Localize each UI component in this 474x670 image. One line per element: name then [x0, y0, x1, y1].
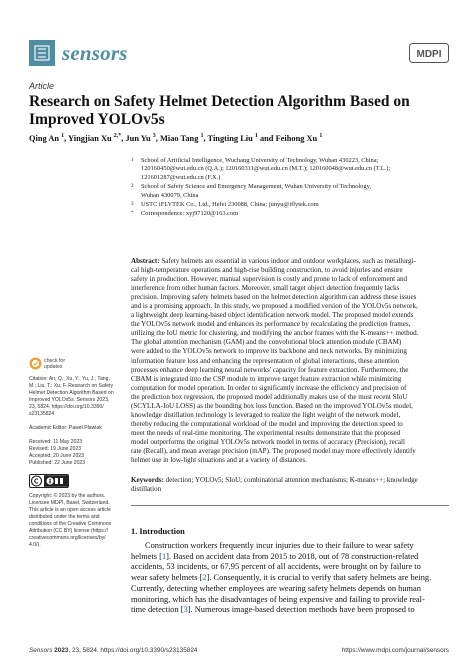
- authors-and: and: [259, 133, 274, 143]
- affiliation-line[interactable]: 120160450@wut.edu.cn (Q.A.); 120160311@wut.edu.cn (M.T.); 120160048@wut.edu.cn (T.L.);: [141, 165, 391, 173]
- date-accepted: Accepted: 20 June 2023: [29, 453, 84, 459]
- abstract-line: cal high-temperature operations and high-rise building construction, to avoid injuries and ensure: [131, 266, 403, 275]
- sensors-logo-icon: [29, 40, 55, 66]
- intro-text: ]. Based on accident data from 2015 to 2018, out of 78 construction-related: [166, 551, 419, 561]
- mdpi-logo-icon: [409, 43, 449, 63]
- abstract-line: Safety helmets are essential in various indoor and outdoor workplaces, such as metallurgi-: [161, 257, 416, 265]
- check-updates-icon: [29, 357, 42, 370]
- footer-journal: Sensors: [29, 647, 53, 654]
- copyright-line[interactable]: 4.0/).: [29, 542, 41, 548]
- citation-line: M.; Liu, T.; Xu, F. Research on Safety: [29, 383, 113, 389]
- footer-journal-url[interactable]: https://www.mdpi.com/journal/sensors: [341, 647, 449, 654]
- author-name[interactable]: Miao Tang: [159, 133, 199, 143]
- copyright-line: Licensee MDPI, Basel, Switzerland.: [29, 500, 110, 506]
- citation-link[interactable]: 2: [202, 573, 207, 583]
- author-affil: 3: [152, 133, 156, 139]
- citation-line: Citation: An, Q.; Xu, Y.; Yu, J.; Tang,: [29, 376, 110, 382]
- abstract-line: were added to the YOLOv5s network to improve its backbone and neck networks. By minimizing: [131, 347, 407, 356]
- abstract-line: (SCYLLA-IoU LOSS) as the bounding box loss function. Based on the improved YOLOv5s model,: [131, 401, 413, 410]
- intro-text: Construction workers frequently incur injuries due to their failure to wear safety: [145, 541, 414, 550]
- abstract-line: CBAM is integrated into the CSP module to improve target feature extraction while minimizing: [131, 374, 402, 383]
- affiliation-number: 2: [131, 184, 134, 190]
- abstract-line: a lightweight deep learning-based object identification network model. The proposed model extends: [131, 311, 414, 320]
- author-affil: 1: [254, 133, 258, 139]
- paper-title: [29, 93, 449, 128]
- abstract-line: utilizing the IoU metric for clustering, and modifying the anchor frames with the K-means++ method.: [131, 329, 419, 338]
- keywords-label: Keywords:: [131, 476, 164, 484]
- abstract-label: Abstract:: [131, 257, 160, 265]
- author-affil: 1: [319, 133, 323, 139]
- author-name[interactable]: Yingjian Xu: [68, 133, 112, 143]
- intro-text: ]. Numerous image-based detection methods have been proposed to: [187, 605, 415, 615]
- abstract-line: computation for model operation. In order to significantly increase the efficiency and precision of: [131, 383, 407, 392]
- affiliation-item: [131, 157, 449, 182]
- abstract-line: processes enhance deep learning neural networks' capacity for feature extraction. Furthermore, the: [131, 365, 409, 374]
- abstract-line: meet the needs of real-time monitoring. The experimental results demonstrate that the proposed: [131, 428, 401, 437]
- affiliation-line[interactable]: USTC iFLYTEK Co., Ltd., Hefei 230088, China; junyu@iflytek.com: [141, 201, 319, 209]
- author-name[interactable]: Tingting Liu: [207, 133, 253, 143]
- author-list: Qing An $^1$, Yingjian Xu $^{2,*}$, Jun Yu $^3$, Miao Tang $^1$, Tingting Liu $^1$ and Feihong Xu $^1$: [29, 133, 323, 143]
- abstract-line: the prediction box regression, the proposed model additionally makes use of the most recent SIoU: [131, 392, 408, 401]
- page-footer: [29, 647, 449, 657]
- check-updates-label: check for updates: [44, 358, 66, 370]
- footer-citation[interactable]: [29, 647, 197, 654]
- intro-text: monitoring, which has the disadvantages of being expensive and failing to provide real-: [131, 594, 425, 604]
- abstract-line: rate (Recall), and mean average precision (mAP). The proposed model may more effectively identify: [131, 446, 416, 455]
- affiliation-line: Wuhan 430079, China: [141, 191, 199, 199]
- title-line: Improved YOLOv5s: [29, 110, 165, 128]
- citation-doi[interactable]: 23, 5824. https://doi.org/10.3390/: [29, 404, 104, 410]
- title-line: Research on Safety Helmet Detection Algorithm Based on: [29, 93, 410, 110]
- author-affil: 1: [61, 133, 65, 139]
- affiliation-line[interactable]: 121601287@wut.edu.cn (F.X.): [141, 173, 221, 181]
- affiliation-item: [131, 210, 449, 218]
- intro-text: time detection [: [131, 605, 184, 615]
- copyright-line: This article is an open access article: [29, 507, 111, 513]
- citation-link[interactable]: 3: [183, 605, 188, 615]
- keywords-line: detection; YOLOv5; SIoU; combinatorial attention mechanisms; K-means++; knowledge: [165, 476, 418, 484]
- journal-name: sensors: [62, 41, 128, 65]
- abstract-line: model outperforms the original YOLOv5s network model in terms of accuracy (Precision), recall: [131, 437, 405, 446]
- abstract-line: thereby reducing the computational workload of the model and improving the detection speed to: [131, 419, 403, 428]
- affiliation-number: *: [131, 211, 134, 217]
- dates-block: [29, 439, 126, 467]
- intro-text: accidents, 53 incidents, or 67.95 percent of all accidents, were brought on by failure to: [131, 562, 421, 572]
- affiliation-line: School of Safety Science and Emergency Management, Wuhan University of Technology,: [141, 183, 371, 191]
- abstract-line: information feature loss and enhancing the representation of global interactions, these attention: [131, 356, 400, 365]
- intro-text: helmets [: [131, 551, 162, 561]
- abstract-line: precision. Improving safety helmets based on the helmet detection algorithm can address these issues: [131, 293, 417, 302]
- citation-link[interactable]: 1: [161, 551, 167, 561]
- section-heading: 1. Introduction: [131, 527, 185, 536]
- citation-line: Improved YOLOv5s. Sensors 2023,: [29, 397, 110, 403]
- academic-editor: [29, 425, 126, 432]
- copyright-line: Copyright: © 2023 by the authors.: [29, 493, 106, 499]
- author-affil: 1: [200, 133, 204, 139]
- footer-doi: , 23, 5824. https://doi.org/10.3390/s23135824: [68, 647, 198, 654]
- affiliation-item: [131, 201, 449, 209]
- date-published: Published: 22 June 2023: [29, 460, 86, 466]
- correspondence-line[interactable]: Correspondence: xyj97120@163.com: [141, 210, 239, 218]
- abstract-line: and is a promising approach. In this study, we proposed a modified version of the YOLOv5s network,: [131, 302, 418, 311]
- abstract-line: knowledge distillation technology is leveraged to realize the light weight of the network model,: [131, 410, 401, 419]
- citation-doi[interactable]: s23135824: [29, 411, 55, 417]
- article-sidebar: [29, 357, 126, 556]
- citation-line: Helmet Detection Algorithm Based on: [29, 390, 114, 396]
- article-type: Article: [29, 81, 55, 91]
- editor-line: Academic Editor: Pawel Pławiak: [29, 425, 102, 431]
- copyright-line: distributed under the terms and: [29, 514, 100, 520]
- introduction-body: [131, 541, 451, 616]
- publisher-name: MDPI: [416, 49, 442, 60]
- citation-block: [29, 376, 126, 418]
- intro-text: Currently, detecting whether employees are wearing safety helmets depends on human: [131, 583, 421, 593]
- affiliation-line: School of Artificial Intelligence, Wuchang University of Technology, Wuhan 430223, China;: [141, 157, 379, 164]
- keywords: [131, 476, 451, 494]
- copyright-block: [29, 493, 126, 549]
- date-revised: Revised: 19 June 2023: [29, 446, 82, 452]
- intro-text: ]. Consequently, it is crucial to verify that safety helmets are being.: [206, 573, 432, 583]
- date-received: Received: 11 May 2023: [29, 439, 83, 445]
- check-for-updates-button[interactable]: [29, 357, 126, 373]
- author-name[interactable]: Feihong Xu: [275, 133, 318, 143]
- journal-header: [29, 40, 449, 74]
- keywords-line: distillation: [131, 485, 162, 494]
- copyright-line: conditions of the Creative Commons: [29, 521, 112, 527]
- abstract-line: the YOLOv5s network model and enhances its performance by recalculating the prediction frames,: [131, 320, 411, 329]
- affiliation-number: 3: [131, 202, 134, 208]
- copyright-line[interactable]: Attribution (CC BY) license (https://: [29, 528, 108, 534]
- section-divider: [131, 505, 449, 506]
- footer-year: 2023: [54, 647, 69, 654]
- abstract-line: The global attention mechanism (GAM) and the convolutional block attention module (CBAM): [131, 338, 402, 347]
- abstract-line: interference from other human factors. Moreover, small target object detection frequently lacks: [131, 284, 400, 293]
- intro-text: wear safety helmets [: [131, 573, 203, 583]
- author-name[interactable]: Qing An: [29, 133, 60, 143]
- affiliation-number: 1: [131, 158, 134, 163]
- author-name[interactable]: Jun Yu: [125, 133, 151, 143]
- abstract: [131, 257, 451, 465]
- cc-by-license-icon[interactable]: [29, 474, 69, 488]
- copyright-line[interactable]: creativecommons.org/licenses/by/: [29, 535, 106, 541]
- author-affil: 2,*: [113, 133, 122, 139]
- affiliations: [131, 157, 449, 220]
- abstract-line: helmet use in low-light situations and at a variety of distances.: [131, 456, 307, 465]
- abstract-line: safety in production. However, manual supervision is costly and prone to lack of enforcement and: [131, 275, 408, 284]
- affiliation-item: [131, 183, 449, 200]
